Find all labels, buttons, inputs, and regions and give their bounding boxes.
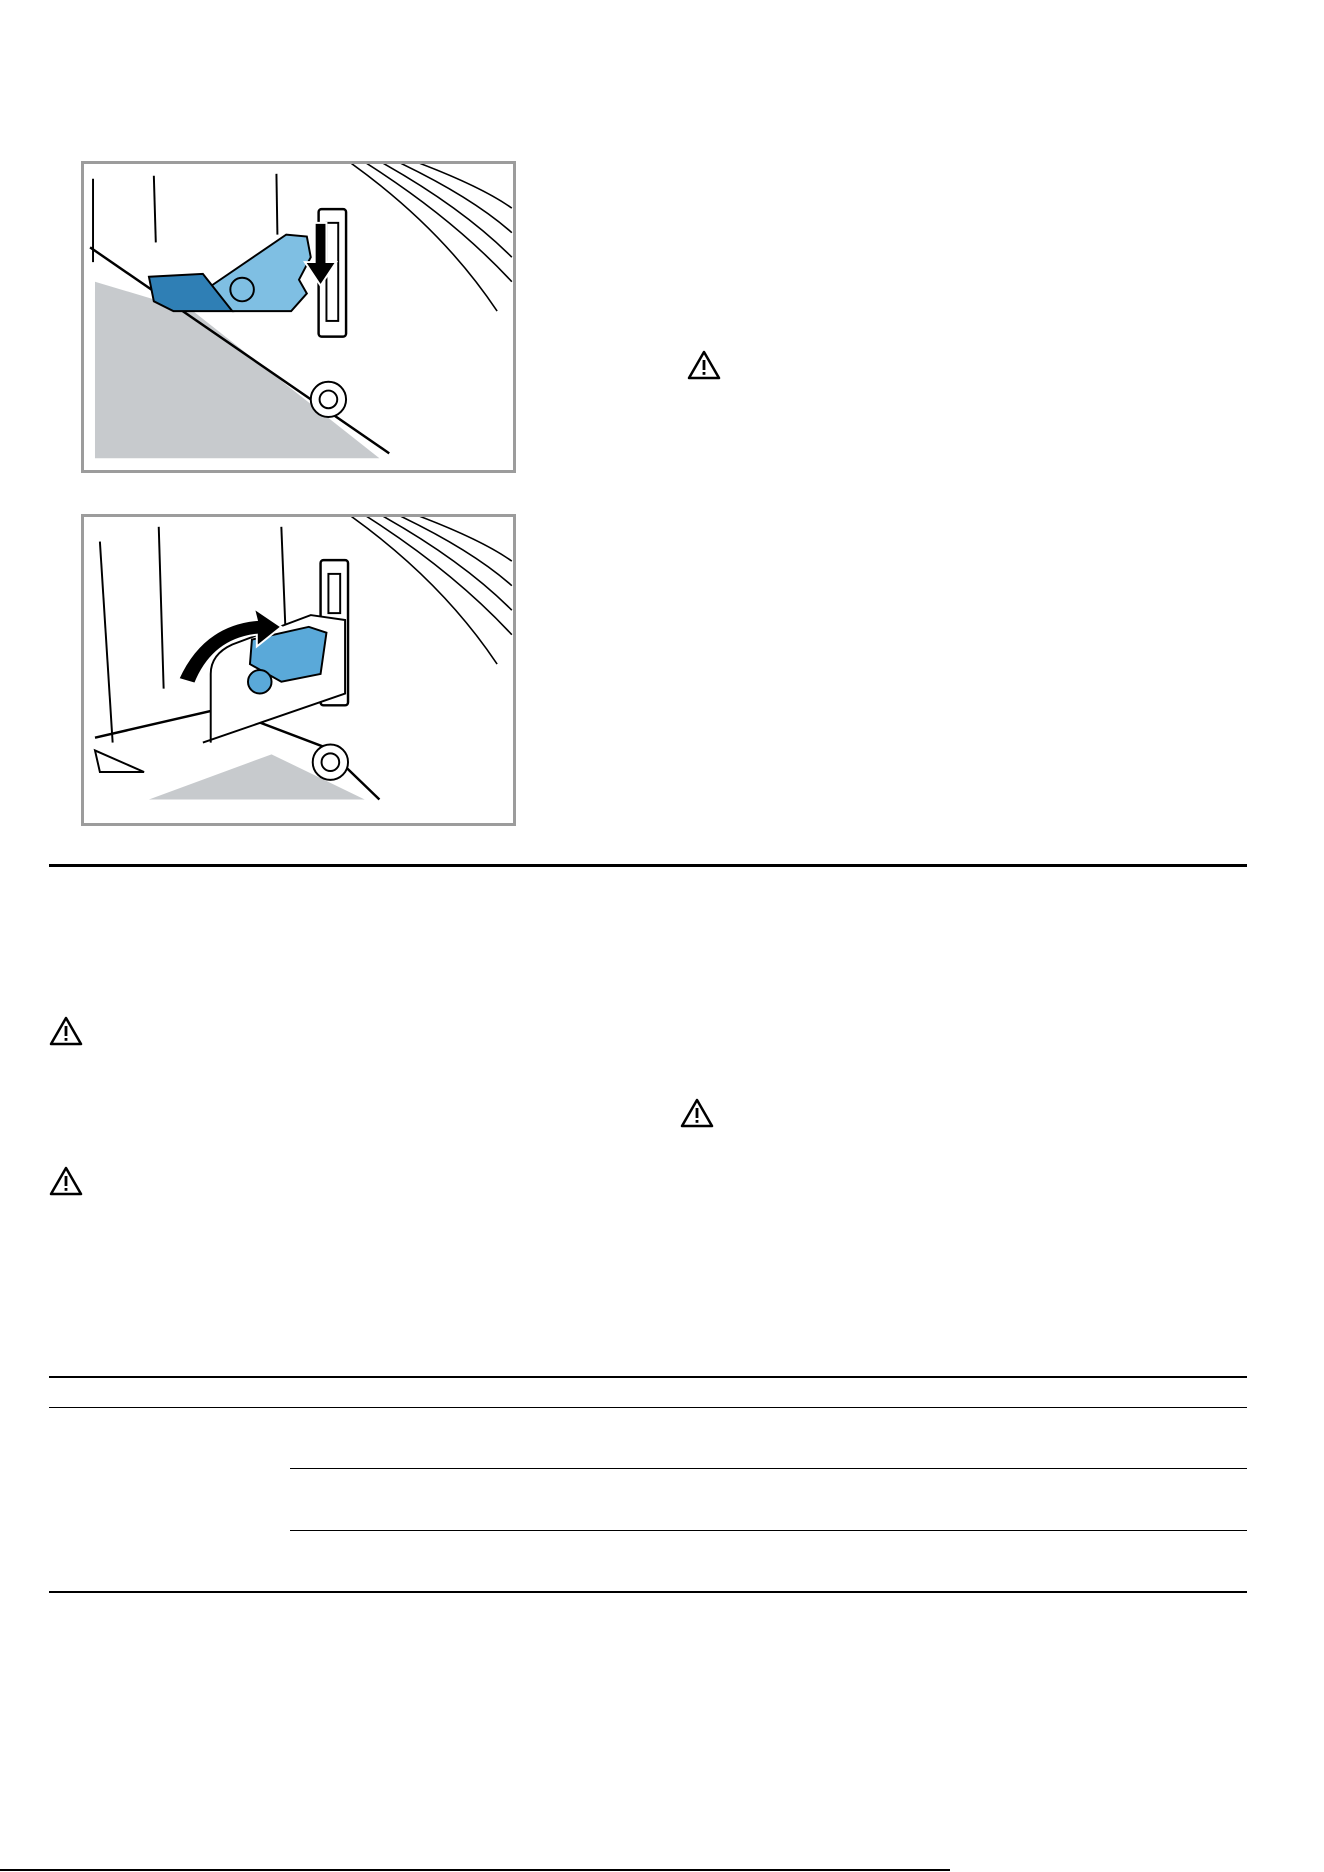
warning-triangle-icon [49, 1016, 83, 1046]
table-top-rule [49, 1376, 1247, 1378]
latch-press-down-illustration [84, 164, 513, 470]
latch-rotate-illustration [84, 517, 513, 823]
table-header-rule [49, 1407, 1247, 1408]
warning-triangle-icon [49, 1166, 83, 1196]
warning-triangle-icon [687, 350, 721, 380]
figure-latch-press-down [81, 161, 516, 473]
table-bottom-rule [49, 1591, 1247, 1593]
figure-latch-rotate [81, 514, 516, 826]
section-divider [49, 864, 1247, 867]
table-row-divider [290, 1530, 1247, 1531]
footer-rule [0, 1869, 950, 1871]
table-row-divider [290, 1468, 1247, 1469]
warning-triangle-icon [680, 1098, 714, 1128]
